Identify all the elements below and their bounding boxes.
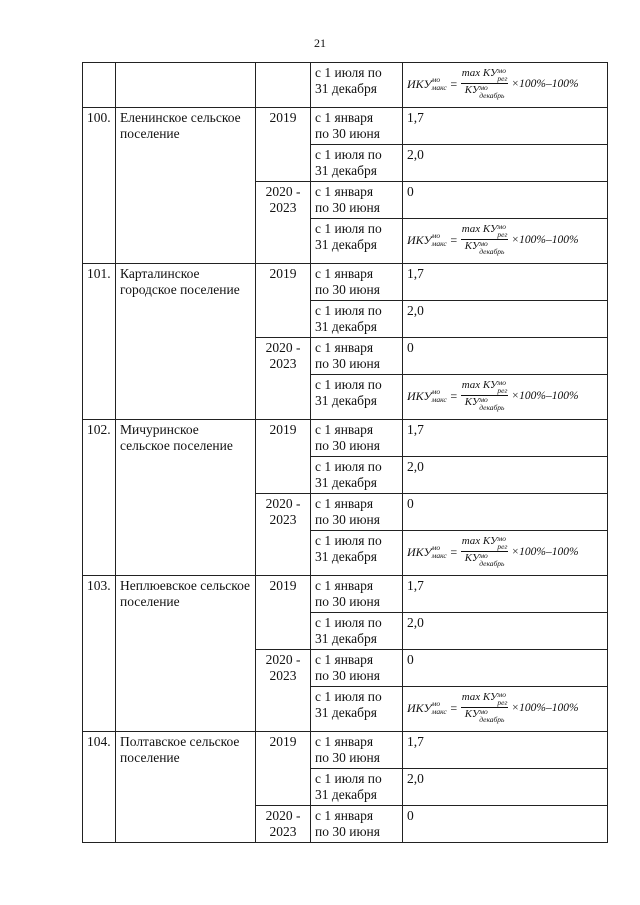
formula-lhs-main: ИКУ [407,232,432,247]
formula-equals: = [449,544,458,559]
value-cell: 1,7 [403,732,608,769]
formula-num-main: max КУ [461,535,498,547]
formula-numerator [461,691,509,708]
formula-fraction [461,691,509,724]
formula-num-main: max КУ [461,223,498,235]
formula-lhs-sup: мо [431,698,441,708]
year-cell: 2020 - 2023 [256,650,311,732]
formula-den-main: КУ [464,708,480,720]
formula-cell [403,219,608,264]
value-cell: 1,7 [403,264,608,301]
formula-den-sub: декабрь [479,247,505,256]
index-formula [407,377,603,412]
formula-lhs-scripts [432,76,447,92]
formula-num-main: max КУ [461,67,498,79]
formula-lhs-sub: макс [431,82,447,92]
period-cell: с 1 июля по 31 декабря [311,145,403,182]
formula-denominator [465,240,505,256]
year-cell [256,63,311,108]
year-cell: 2019 [256,420,311,494]
period-cell: с 1 июля по 31 декабря [311,219,403,264]
table-row [83,420,608,457]
formula-num-scripts [497,223,507,239]
value-cell: 2,0 [403,769,608,806]
formula-den-main: КУ [464,552,480,564]
formula-num-scripts [497,691,507,707]
formula-num-scripts [497,535,507,551]
formula-lhs-main: ИКУ [407,76,432,91]
period-cell: с 1 июля по 31 декабря [311,769,403,806]
index-formula [407,65,603,100]
value-cell: 1,7 [403,108,608,145]
formula-fraction [461,67,509,100]
formula-lhs [407,544,447,560]
formula-cell [403,687,608,732]
period-cell: с 1 января по 30 июня [311,264,403,301]
formula-fraction [461,535,509,568]
year-cell: 2019 [256,732,311,806]
formula-lhs-sup: мо [431,542,441,552]
number-cell: 102. [83,420,116,576]
table-row [83,576,608,613]
formula-lhs [407,388,447,404]
formula-numerator [461,379,509,396]
formula-denominator [465,396,505,412]
settlement-cell [116,63,256,108]
year-cell: 2019 [256,264,311,338]
value-cell: 1,7 [403,420,608,457]
formula-tail: ×100%–100% [511,701,579,714]
formula-num-main: max КУ [461,691,498,703]
formula-tail: ×100%–100% [511,389,579,402]
number-cell: 103. [83,576,116,732]
formula-den-sub: декабрь [479,559,505,568]
year-cell: 2020 - 2023 [256,182,311,264]
formula-cell [403,63,608,108]
formula-num-sup: мо [497,378,506,387]
period-cell: с 1 января по 30 июня [311,576,403,613]
formula-lhs-sub: макс [431,550,447,560]
period-cell: с 1 июля по 31 декабря [311,457,403,494]
formula-lhs-main: ИКУ [407,388,432,403]
formula-num-sup: мо [497,534,506,543]
period-cell: с 1 января по 30 июня [311,108,403,145]
formula-equals: = [449,388,458,403]
formula-lhs-sup: мо [431,386,441,396]
formula-fraction [461,223,509,256]
formula-den-sup: мо [479,395,488,404]
formula-lhs [407,76,447,92]
formula-den-sup: мо [479,239,488,248]
formula-den-sup: мо [479,83,488,92]
formula-lhs-sub: макс [431,394,447,404]
formula-lhs-scripts [432,232,447,248]
formula-num-sub: рег [497,542,508,551]
formula-den-scripts [479,708,504,724]
period-cell: с 1 июля по 31 декабря [311,531,403,576]
formula-denominator [465,552,505,568]
period-cell: с 1 января по 30 июня [311,806,403,843]
period-cell: с 1 января по 30 июня [311,182,403,219]
table-row [83,108,608,145]
settlement-name-cell: Еленинское сельское поселение [116,108,256,264]
number-cell: 104. [83,732,116,843]
index-formula [407,221,603,256]
formula-lhs-scripts [432,388,447,404]
period-cell: с 1 июля по 31 декабря [311,301,403,338]
table-row [83,732,608,769]
settlement-name-cell: Карталинское городское поселение [116,264,256,420]
formula-lhs-main: ИКУ [407,700,432,715]
value-cell: 0 [403,806,608,843]
formula-num-sup: мо [497,66,506,75]
settlement-name-cell: Мичуринское сельское поселение [116,420,256,576]
formula-cell [403,375,608,420]
formula-denominator [465,84,505,100]
page-number: 21 [314,36,326,50]
formula-lhs [407,232,447,248]
period-cell: с 1 января по 30 июня [311,338,403,375]
formula-lhs-sub: макс [431,706,447,716]
value-cell: 2,0 [403,457,608,494]
formula-lhs [407,700,447,716]
formula-den-main: КУ [464,84,480,96]
formula-den-sub: декабрь [479,91,505,100]
formula-lhs-sup: мо [431,74,441,84]
continuation-row [83,63,608,108]
formula-den-main: КУ [464,240,480,252]
year-cell: 2019 [256,576,311,650]
formula-den-scripts [479,84,504,100]
formula-lhs-main: ИКУ [407,544,432,559]
period-cell: с 1 января по 30 июня [311,420,403,457]
formula-equals: = [449,76,458,91]
table-body [83,63,608,843]
period-cell: с 1 июля по 31 декабря [311,375,403,420]
formula-numerator [461,535,509,552]
value-cell: 0 [403,494,608,531]
value-cell: 2,0 [403,301,608,338]
formula-den-sub: декабрь [479,715,505,724]
formula-den-sup: мо [479,707,488,716]
formula-num-sup: мо [497,222,506,231]
formula-cell [403,531,608,576]
formula-num-sub: рег [497,74,508,83]
table-row [83,264,608,301]
formula-den-main: КУ [464,396,480,408]
formula-num-main: max КУ [461,379,498,391]
value-cell: 2,0 [403,613,608,650]
number-cell: 100. [83,108,116,264]
index-formula [407,689,603,724]
formula-denominator [465,708,505,724]
formula-num-sup: мо [497,690,506,699]
formula-lhs-scripts [432,544,447,560]
formula-den-sup: мо [479,551,488,560]
number-cell: 101. [83,264,116,420]
settlement-name-cell: Неплюевское сельское поселение [116,576,256,732]
formula-lhs-sub: макс [431,238,447,248]
formula-num-scripts [497,379,507,395]
year-cell: 2020 - 2023 [256,806,311,843]
period-cell: с 1 января по 30 июня [311,494,403,531]
formula-den-scripts [479,552,504,568]
period-cell: с 1 января по 30 июня [311,650,403,687]
value-cell: 2,0 [403,145,608,182]
period-cell: с 1 января по 30 июня [311,732,403,769]
formula-fraction [461,379,509,412]
formula-tail: ×100%–100% [511,233,579,246]
formula-num-sub: рег [497,386,508,395]
formula-lhs-sup: мо [431,230,441,240]
year-cell: 2020 - 2023 [256,338,311,420]
number-cell [83,63,116,108]
tariff-table [82,62,608,843]
period-cell: с 1 июля по 31 декабря [311,687,403,732]
settlement-name-cell: Полтавское сельское поселение [116,732,256,843]
value-cell: 1,7 [403,576,608,613]
formula-tail: ×100%–100% [511,545,579,558]
period-cell: с 1 июля по 31 декабря [311,613,403,650]
formula-numerator [461,67,509,84]
formula-tail: ×100%–100% [511,77,579,90]
value-cell: 0 [403,650,608,687]
formula-numerator [461,223,509,240]
index-formula [407,533,603,568]
period-cell: с 1 июля по 31 декабря [311,63,403,108]
formula-num-sub: рег [497,698,508,707]
value-cell: 0 [403,182,608,219]
formula-den-scripts [479,240,504,256]
formula-den-scripts [479,396,504,412]
year-cell: 2020 - 2023 [256,494,311,576]
year-cell: 2019 [256,108,311,182]
formula-equals: = [449,700,458,715]
formula-num-sub: рег [497,230,508,239]
formula-equals: = [449,232,458,247]
formula-num-scripts [497,67,507,83]
formula-lhs-scripts [432,700,447,716]
value-cell: 0 [403,338,608,375]
formula-den-sub: декабрь [479,403,505,412]
